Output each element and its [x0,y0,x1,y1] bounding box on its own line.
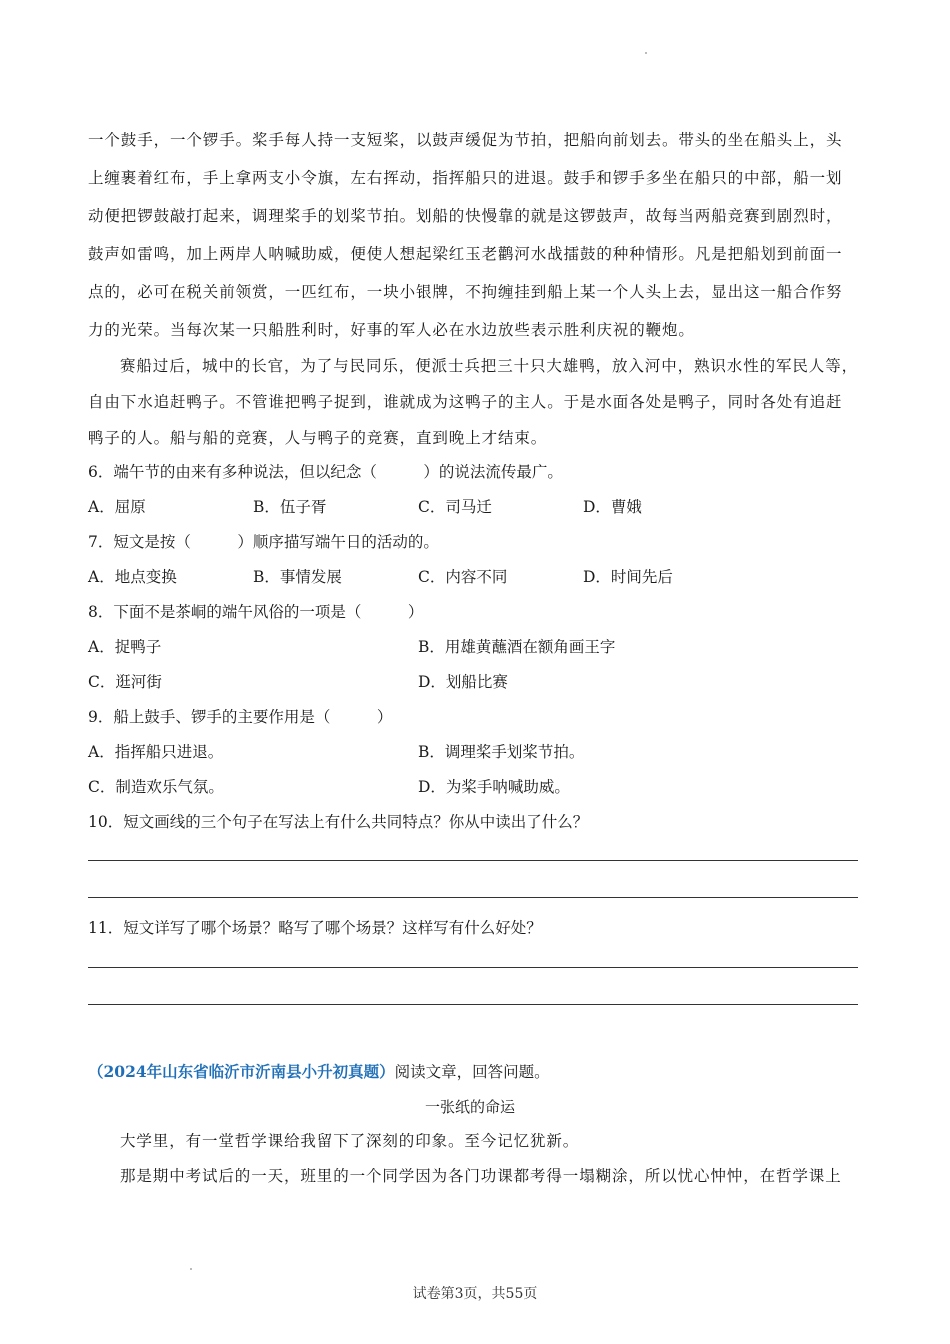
q9-option-c[interactable]: C．制造欢乐气氛。 [88,778,224,796]
q6-option-c[interactable]: C．司马迁 [418,498,492,516]
q6-option-d[interactable]: D．曹娥 [583,498,642,516]
answer-line-q11-2[interactable] [88,1004,858,1005]
q7-option-c[interactable]: C．内容不同 [418,568,508,586]
q8-option-d[interactable]: D．划船比赛 [418,673,508,691]
section-header [88,1062,550,1082]
q7-option-a[interactable]: A．地点变换 [88,568,177,586]
question-8: 8．下面不是茶峒的端午风俗的一项是（ ） [88,603,424,621]
article-line: 大学里，有一堂哲学课给我留下了深刻的印象。至今记忆犹新。 [120,1132,580,1150]
q6-option-a[interactable]: A．屈原 [88,498,146,516]
passage-line: 鼓声如雷鸣，加上两岸人呐喊助威，便使人想起梁红玉老鹳河水战擂鼓的种种情形。凡是把船划到前面一 [88,245,843,263]
q8-option-b[interactable]: B．用雄黄蘸酒在额角画王字 [418,638,616,656]
passage-line: 点的，必可在税关前领赏，一匹红布，一块小银牌，不拘缠挂到船上某一个人头上去，显出这一船合作努 [88,283,843,301]
article-line: 那是期中考试后的一天，班里的一个同学因为各门功课都考得一塌糊涂，所以忧心忡忡，在哲学课上 [120,1167,842,1185]
passage-line: 一个鼓手，一个锣手。桨手每人持一支短桨，以鼓声缓促为节拍，把船向前划去。带头的坐在船头上，头 [88,131,843,149]
question-6: 6．端午节的由来有多种说法，但以纪念（ ）的说法流传最广。 [88,463,563,481]
question-9: 9．船上鼓手、锣手的主要作用是（ ） [88,708,393,726]
answer-line-q10-2[interactable] [88,897,858,898]
article-title: 一张纸的命运 [425,1098,516,1116]
q8-option-a[interactable]: A．捉鸭子 [88,638,162,656]
q7-option-d[interactable]: D．时间先后 [583,568,673,586]
passage-line: 赛船过后，城中的长官，为了与民同乐，便派士兵把三十只大雄鸭，放入河中，熟识水性的军民人等， [120,357,859,375]
passage-line: 动便把锣鼓敲打起来，调理桨手的划桨节拍。划船的快慢靠的就是这锣鼓声，故每当两船竞赛到剧烈时， [88,207,843,225]
passage-line: 鸭子的人。船与船的竞赛，人与鸭子的竞赛，直到晚上才结束。 [88,429,548,447]
page-footer: 试卷第3页，共55页 [412,1286,538,1302]
passage-line: 力的光荣。当每次某一只船胜利时，好事的军人必在水边放些表示胜利庆祝的鞭炮。 [88,321,695,339]
q7-option-b[interactable]: B．事情发展 [253,568,342,586]
source-label: （2024年山东省临沂市沂南县小升初真题） [88,1062,395,1081]
instruction: 阅读文章，回答问题。 [394,1063,550,1081]
corner-dot [190,1268,192,1270]
passage-line: 上缠裹着红布，手上拿两支小令旗，左右挥动，指挥船只的进退。鼓手和锣手多坐在船只的中部，船一划 [88,169,843,187]
question-7: 7．短文是按（ ）顺序描写端午日的活动的。 [88,533,439,551]
question-10: 10．短文画线的三个句子在写法上有什么共同特点？你从中读出了什么？ [88,813,589,831]
q6-option-b[interactable]: B．伍子胥 [253,498,327,516]
q8-option-c[interactable]: C．逛河街 [88,673,162,691]
q9-option-a[interactable]: A．指挥船只进退。 [88,743,224,761]
question-11: 11．短文详写了哪个场景？略写了哪个场景？这样写有什么好处？ [88,919,542,937]
answer-line-q11-1[interactable] [88,967,858,968]
corner-dot [645,52,647,54]
q9-option-b[interactable]: B．调理桨手划桨节拍。 [418,743,585,761]
passage-line: 自由下水追赶鸭子。不管谁把鸭子捉到，谁就成为这鸭子的主人。于是水面各处是鸭子，同时各处有追赶 [88,393,843,411]
q9-option-d[interactable]: D．为桨手呐喊助威。 [418,778,570,796]
answer-line-q10-1[interactable] [88,860,858,861]
